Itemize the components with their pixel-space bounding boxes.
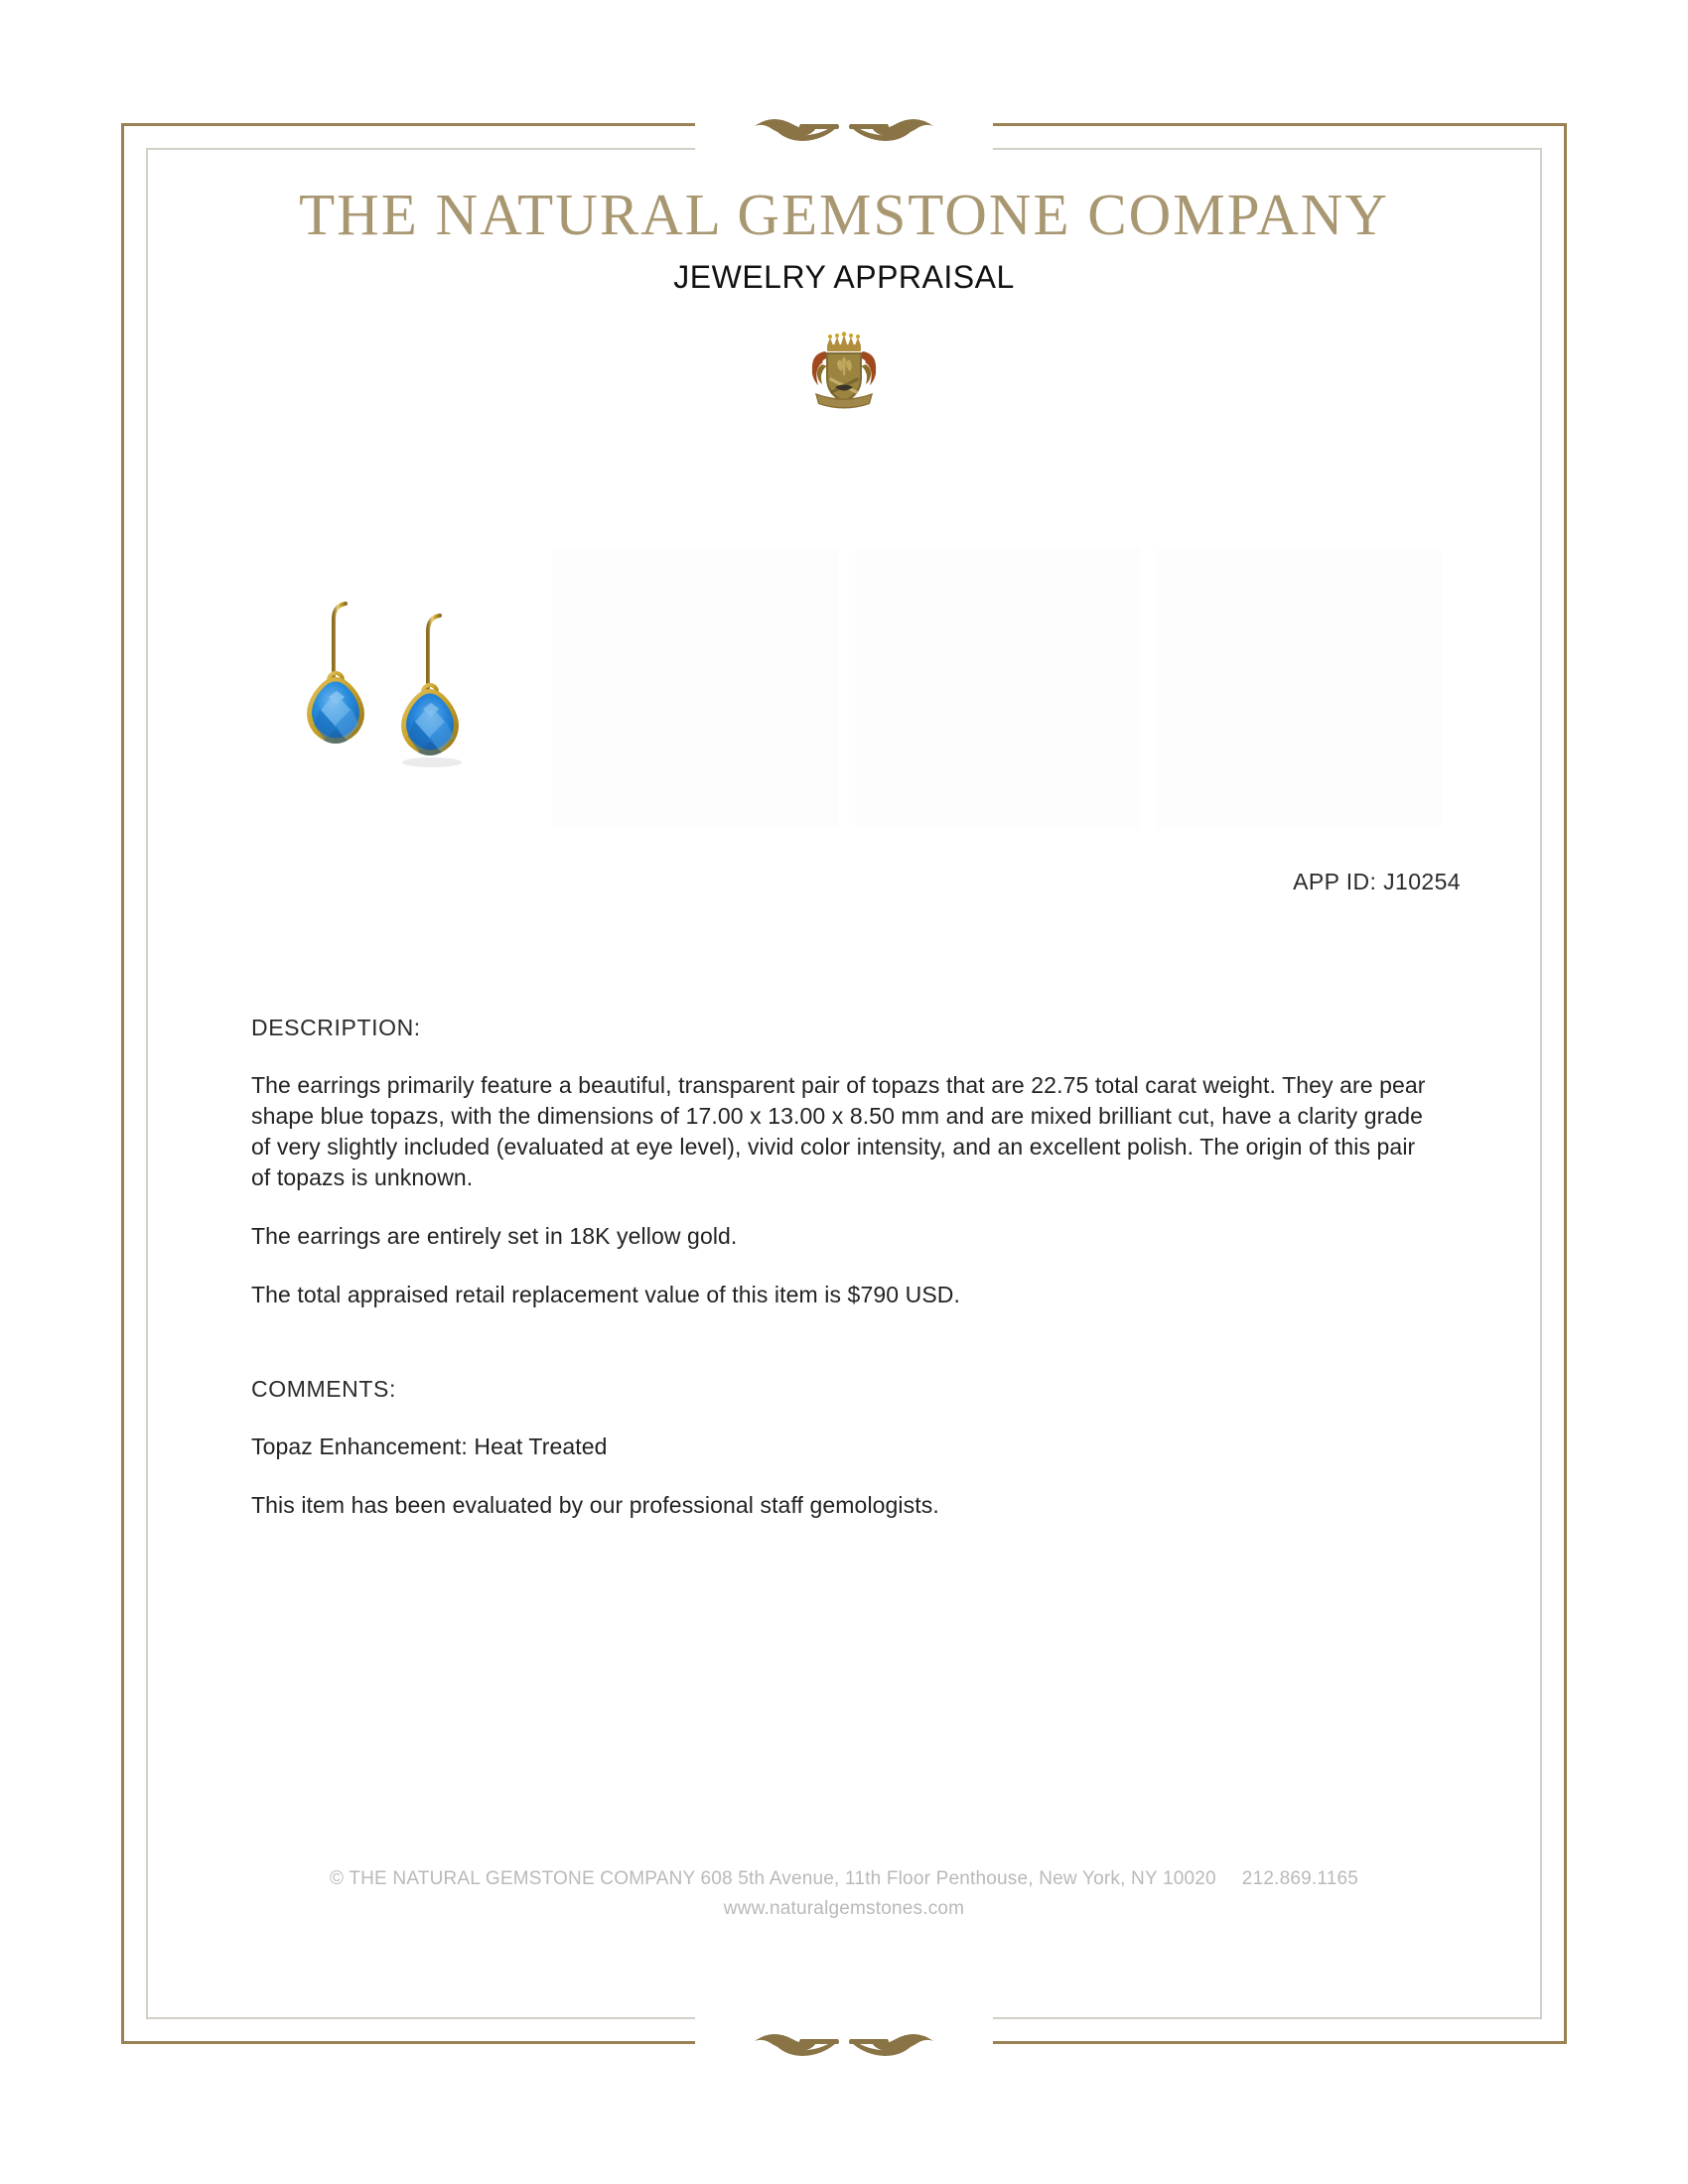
footer-address-line bbox=[124, 1864, 1564, 1894]
description-paragraph-2: The earrings are entirely set in 18K yellow gold. bbox=[251, 1223, 738, 1249]
image-placeholder-2[interactable] bbox=[553, 548, 838, 829]
section-spacer bbox=[251, 1338, 1438, 1376]
document-page-frame bbox=[121, 123, 1567, 2044]
image-placeholder-4[interactable] bbox=[1157, 548, 1442, 829]
description-heading: DESCRIPTION: bbox=[251, 1015, 421, 1040]
flourish-ornament-icon-top bbox=[695, 99, 993, 153]
document-header bbox=[124, 181, 1564, 413]
comments-heading: COMMENTS: bbox=[251, 1376, 396, 1402]
document-subtitle: JEWELRY APPRAISAL bbox=[673, 259, 1015, 295]
description-paragraph-3: The total appraised retail replacement value of this item is $790 USD. bbox=[251, 1282, 960, 1307]
blue-topaz-earrings-photo[interactable] bbox=[251, 548, 536, 829]
crest-container bbox=[124, 332, 1564, 413]
description-paragraph-1: The earrings primarily feature a beautiful, transparent pair of topazs that are 22.75 total carat weight. They are pear shape blue topazs, with the dimensions of 17.00 x 13.00 x 8.50 mm and are mixed brilliant cut, have a clarity grade of very slightly included (evaluated at eye level), vivid color intensity, and an excellent polish. The origin of this pair of topazs is unknown. bbox=[251, 1072, 1426, 1190]
comments-paragraph-1: Topaz Enhancement: Heat Treated bbox=[251, 1433, 608, 1459]
app-id-label: APP ID: J10254 bbox=[1293, 869, 1461, 894]
image-placeholder-3[interactable] bbox=[855, 548, 1140, 829]
heraldic-crest-icon bbox=[799, 332, 889, 413]
comments-paragraph-2: This item has been evaluated by our professional staff gemologists. bbox=[251, 1492, 939, 1518]
appraisal-content bbox=[251, 1015, 1438, 1521]
footer-copyright: © THE NATURAL GEMSTONE COMPANY 608 5th Avenue, 11th Floor Penthouse, New York, NY 10020 bbox=[329, 1868, 1216, 1889]
footer-phone: 212.869.1165 bbox=[1241, 1868, 1359, 1889]
company-name: THE NATURAL GEMSTONE COMPANY bbox=[299, 182, 1389, 247]
footer-website[interactable]: www.naturalgemstones.com bbox=[723, 1898, 965, 1919]
document-footer bbox=[124, 1864, 1564, 1924]
product-image-strip bbox=[251, 548, 1443, 829]
flourish-ornament-icon-bottom bbox=[695, 2014, 993, 2068]
